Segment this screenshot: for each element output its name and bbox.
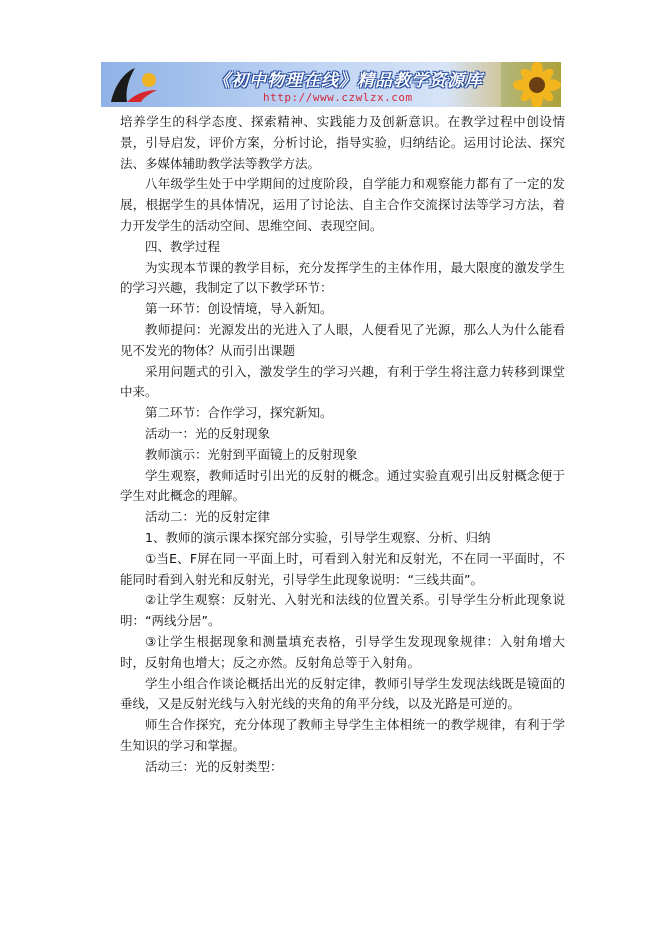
header-banner [101, 62, 561, 107]
paragraph: 活动二：光的反射定律 [145, 509, 271, 525]
paragraph: 为实现本节课的教学目标，充分发挥学生的主体作用，最大限度的激发学生的学习兴趣，我制定了以下教学环节： [120, 259, 565, 296]
paragraph: 教师演示：光射到平面镜上的反射现象 [145, 446, 358, 462]
document-body [120, 112, 565, 778]
paragraph: 培养学生的科学态度、探索精神、实践能力及创新意识。在教学过程中创设情景，引导启发，评价方案，分析讨论，指导实验，归纳结论。运用讨论法、探究法、多媒体辅助教学法等教学方法。 [120, 114, 565, 171]
paragraph: 教师提问：光源发出的光进入了人眼，人便看见了光源，那么人为什么能看见不发光的物体？从而引出课题 [120, 321, 565, 358]
paragraph: 活动一：光的反射现象 [145, 425, 271, 441]
paragraph: 学生观察，教师适时引出光的反射的概念。通过实验直观引出反射概念便于学生对此概念的理解。 [120, 467, 565, 504]
paragraph: 四、教学过程 [145, 238, 221, 254]
paragraph: ②让学生观察：反射光、入射光和法线的位置关系。引导学生分析此现象说明：“两线分居”。 [120, 592, 565, 629]
paragraph: 学生小组合作谈论概括出光的反射定律，教师引导学生发现法线既是镜面的垂线，又是反射光线与入射光线的夹角的角平分线，以及光路是可逆的。 [120, 675, 565, 712]
paragraph: 八年级学生处于中学期间的过度阶段，自学能力和观察能力都有了一定的发展，根据学生的具体情况，运用了讨论法、自主合作交流探讨法等学习方法，着力开发学生的活动空间、思维空间、表现空间。 [120, 176, 565, 233]
paragraph: 采用问题式的引入，激发学生的学习兴趣，有利于学生将注意力转移到课堂中来。 [120, 363, 565, 400]
paragraph: ③让学生根据现象和测量填充表格，引导学生发现现象规律：入射角增大时，反射角也增大；反之亦然。反射角总等于入射角。 [120, 633, 565, 670]
site-logo [105, 64, 165, 106]
paragraph: 1、教师的演示课本探究部分实验，引导学生观察、分析、归纳 [145, 529, 491, 545]
paragraph: 第二环节：合作学习，探究新知。 [145, 405, 333, 421]
paragraph: ①当E、F屏在同一平面上时，可看到入射光和反射光，不在同一平面时，不能同时看到入射光和反射光，引导学生此现象说明：“三线共面”。 [120, 550, 565, 587]
paragraph: 师生合作探究，充分体现了教师主导学生主体相统一的教学规律，有利于学生知识的学习和掌握。 [120, 717, 565, 753]
banner-url: http://www.czwlzx.com [263, 91, 413, 104]
sunflower-image [501, 62, 561, 107]
paragraph: 第一环节：创设情境，导入新知。 [145, 301, 333, 317]
banner-title: 《初中物理在线》精品教学资源库 [213, 71, 483, 91]
paragraph: 活动三：光的反射类型： [145, 758, 283, 774]
